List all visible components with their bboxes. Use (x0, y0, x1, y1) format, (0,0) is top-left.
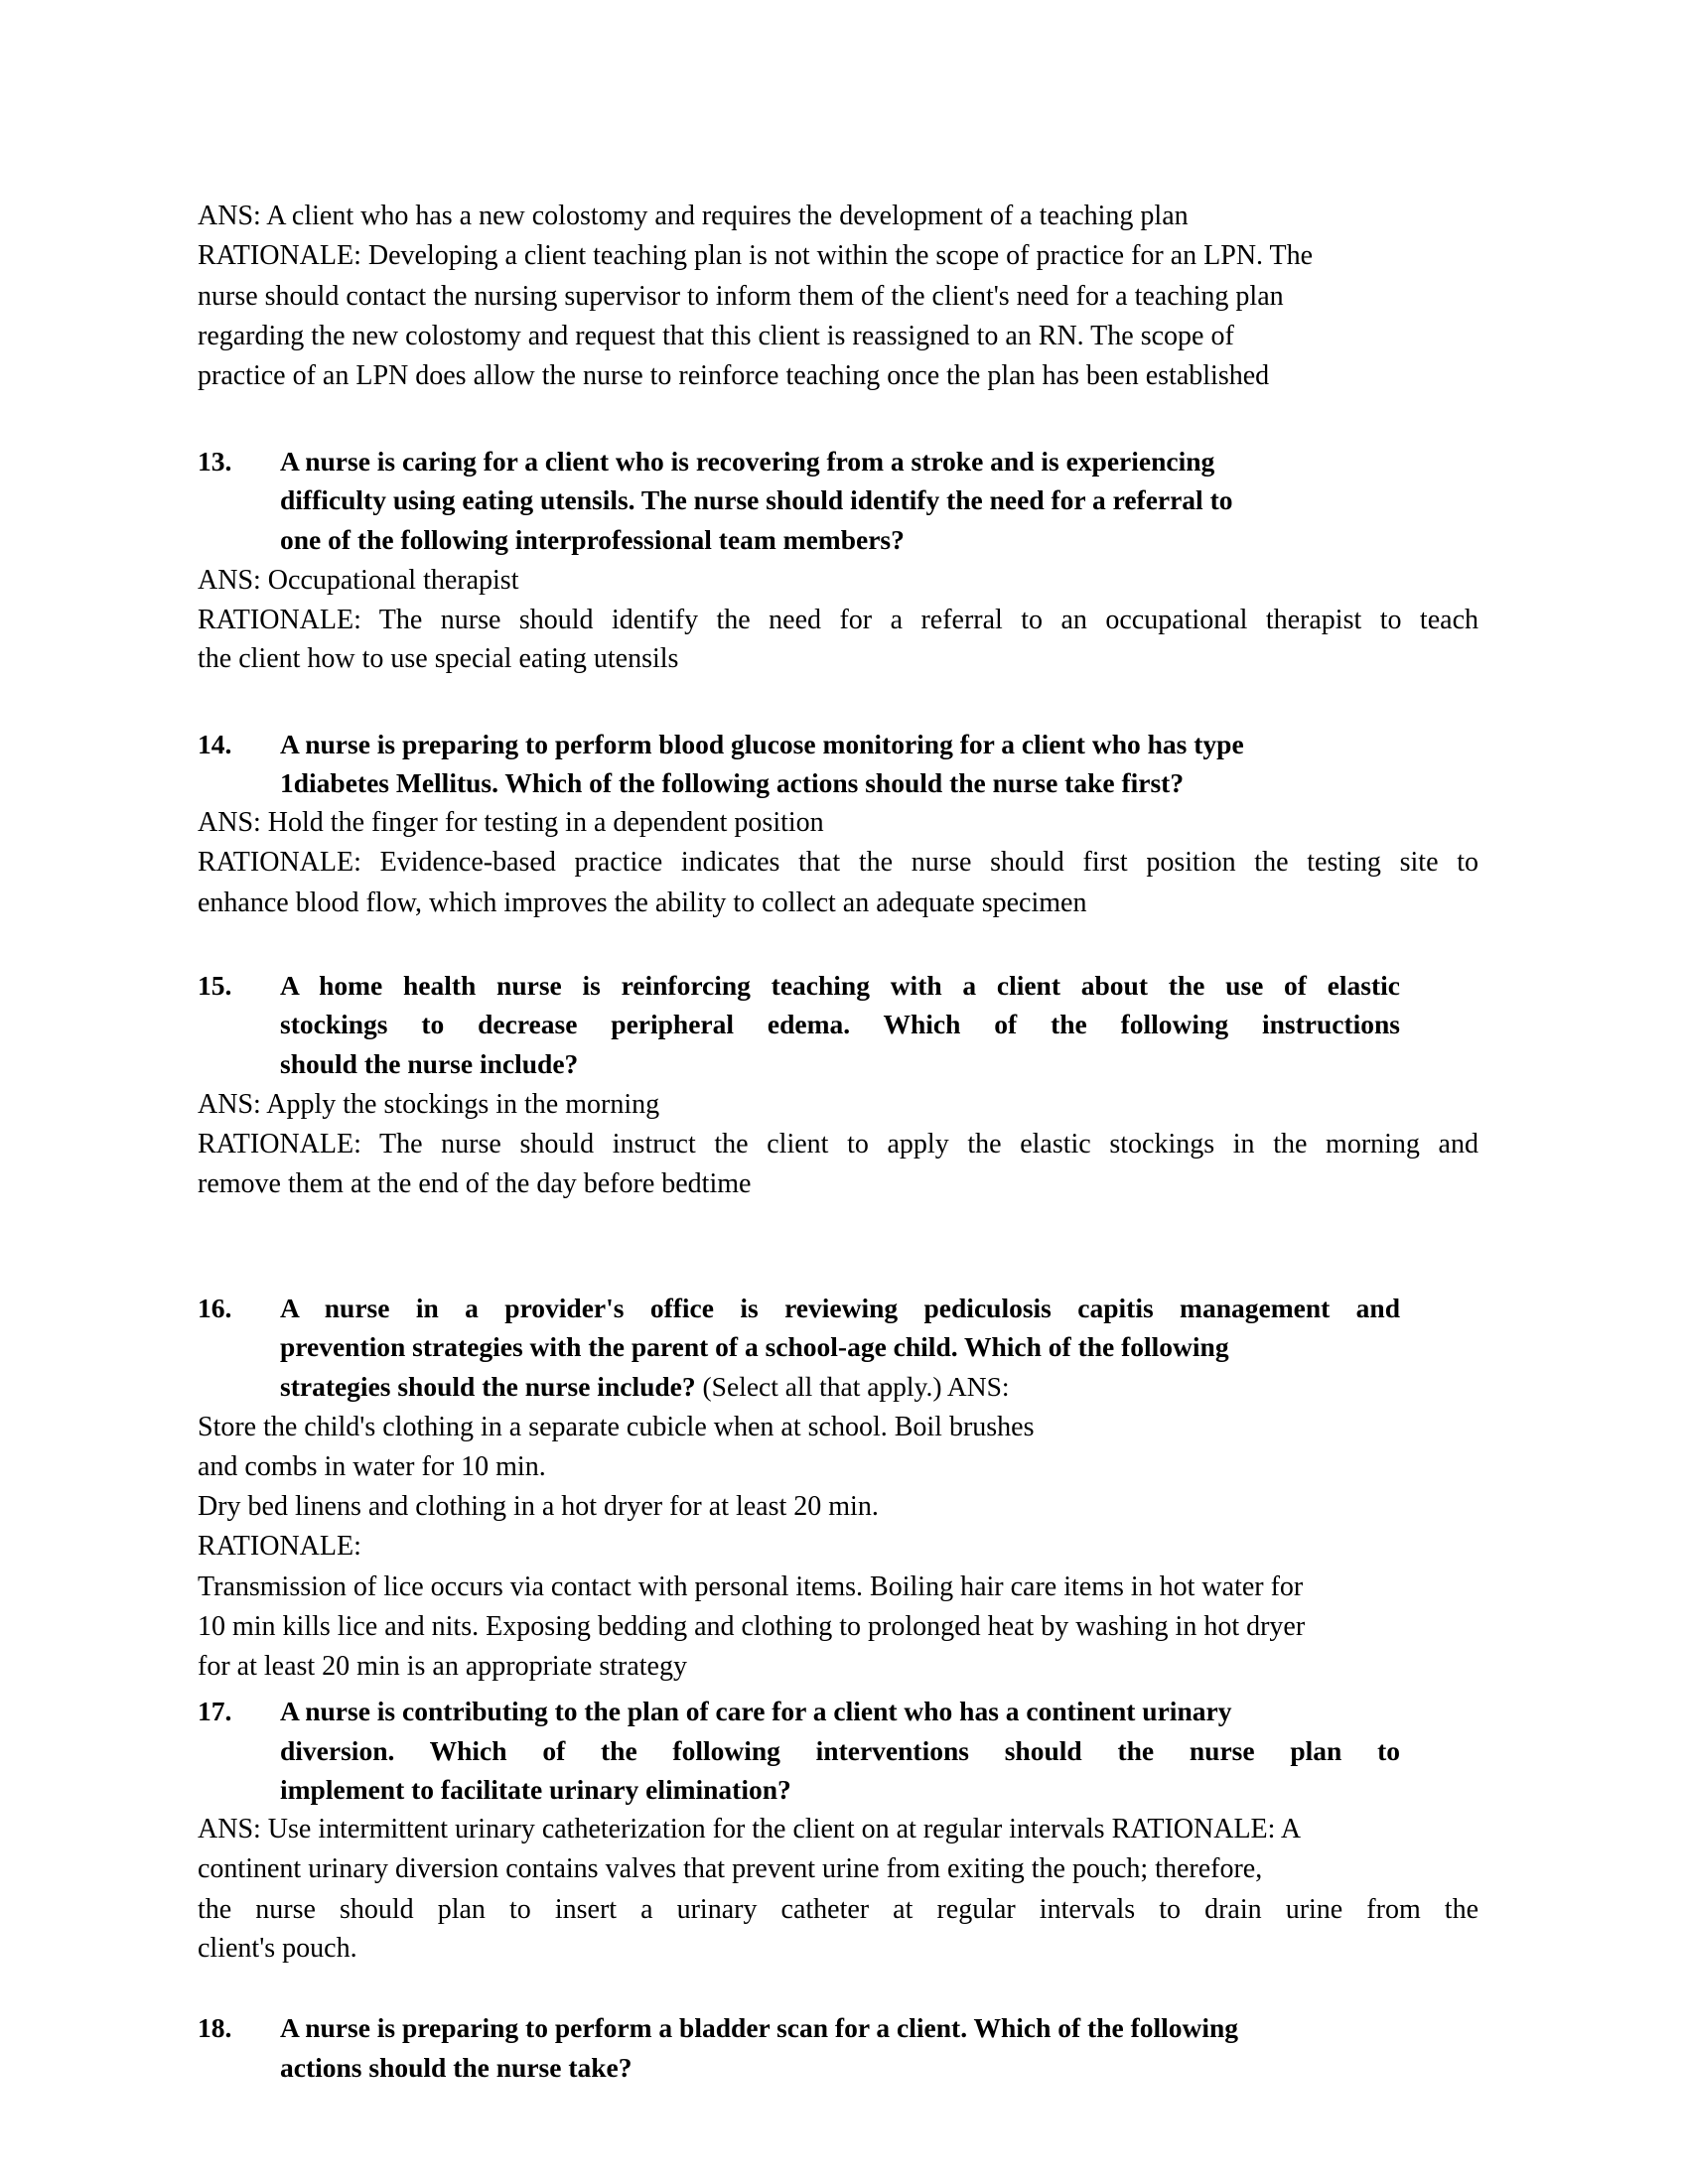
answer-12: ANS: A client who has a new colostomy and requires the development of a teaching plan (198, 201, 1189, 231)
question-18-line: A nurse is preparing to perform a bladder scan for a client. Which of the following (280, 2012, 1239, 2043)
answer-16-line: Store the child's clothing in a separate cubicle when at school. Boil brushes (198, 1412, 1035, 1442)
answer-13: ANS: Occupational therapist (198, 565, 519, 596)
answer-16-line: and combs in water for 10 min. (198, 1451, 546, 1482)
question-number-13: 13. (198, 446, 232, 477)
question-17-line: A nurse is contributing to the plan of care for a client who has a continent urinary (280, 1696, 1232, 1726)
answer-15: ANS: Apply the stockings in the morning (198, 1089, 660, 1120)
question-16-instruction: (Select all that apply.) ANS: (695, 1371, 1010, 1402)
rationale-12-line: practice of an LPN does allow the nurse to reinforce teaching once the plan has been established (198, 360, 1270, 391)
answer-17-line: client's pouch. (198, 1933, 357, 1964)
question-17-line: implement to facilitate urinary elimination? (280, 1774, 791, 1805)
question-number-18: 18. (198, 2012, 232, 2043)
answer-17-line: ANS: Use intermittent urinary catheterization for the client on at regular intervals RATIONALE: A (198, 1814, 1302, 1844)
question-number-16: 16. (198, 1293, 232, 1323)
answer-17-line: continent urinary diversion contains valves that prevent urine from exiting the pouch; therefore, (198, 1853, 1263, 1884)
rationale-16-label: RATIONALE: (198, 1531, 361, 1562)
rationale-13-line: the client how to use special eating utensils (198, 643, 679, 674)
question-16-line: prevention strategies with the parent of a school-age child. Which of the following (280, 1331, 1229, 1362)
answer-17-line: the nurse should plan to insert a urinary catheter at regular intervals to drain urine from the (198, 1894, 1478, 1925)
question-14-line: A nurse is preparing to perform blood glucose monitoring for a client who has type (280, 729, 1244, 759)
rationale-16-line: for at least 20 min is an appropriate strategy (198, 1651, 687, 1682)
rationale-14-line: enhance blood flow, which improves the ability to collect an adequate specimen (198, 887, 1087, 918)
rationale-16-line: Transmission of lice occurs via contact with personal items. Boiling hair care items in hot water for (198, 1571, 1304, 1602)
question-15-line: stockings to decrease peripheral edema. Which of the following instructions (280, 1009, 1400, 1039)
question-number-17: 17. (198, 1696, 232, 1726)
question-15-line: should the nurse include? (280, 1048, 579, 1079)
question-number-14: 14. (198, 729, 232, 759)
rationale-15-line: RATIONALE: The nurse should instruct the client to apply the elastic stockings in the morning and (198, 1129, 1478, 1160)
question-13-line: A nurse is caring for a client who is recovering from a stroke and is experiencing (280, 446, 1215, 477)
rationale-12-line: RATIONALE: Developing a client teaching plan is not within the scope of practice for an LPN. The (198, 240, 1314, 271)
rationale-15-line: remove them at the end of the day before bedtime (198, 1168, 752, 1199)
question-13-line: one of the following interprofessional team members? (280, 524, 905, 555)
question-14-line: 1diabetes Mellitus. Which of the following actions should the nurse take first? (280, 767, 1185, 798)
question-15-line: A home health nurse is reinforcing teaching with a client about the use of elastic (280, 970, 1400, 1001)
rationale-13-line: RATIONALE: The nurse should identify the need for a referral to an occupational therapist to teach (198, 605, 1478, 635)
rationale-12-line: regarding the new colostomy and request that this client is reassigned to an RN. The scope of (198, 321, 1234, 351)
answer-14: ANS: Hold the finger for testing in a dependent position (198, 807, 824, 838)
question-18-line: actions should the nurse take? (280, 2052, 633, 2083)
question-17-line: diversion. Which of the following interventions should the nurse plan to (280, 1735, 1400, 1766)
question-13-line: difficulty using eating utensils. The nurse should identify the need for a referral to (280, 484, 1233, 515)
rationale-14-line: RATIONALE: Evidence-based practice indicates that the nurse should first position the testing site to (198, 847, 1478, 878)
answer-16-line: Dry bed linens and clothing in a hot dryer for at least 20 min. (198, 1491, 879, 1522)
rationale-16-line: 10 min kills lice and nits. Exposing bedding and clothing to prolonged heat by washing in hot dryer (198, 1611, 1306, 1642)
question-number-15: 15. (198, 970, 232, 1001)
question-16-text: strategies should the nurse include? (280, 1371, 696, 1402)
rationale-12-line: nurse should contact the nursing supervisor to inform them of the client's need for a teaching plan (198, 281, 1284, 312)
question-16-line (280, 1367, 1400, 1407)
question-16-line: A nurse in a provider's office is reviewing pediculosis capitis management and (280, 1293, 1400, 1323)
